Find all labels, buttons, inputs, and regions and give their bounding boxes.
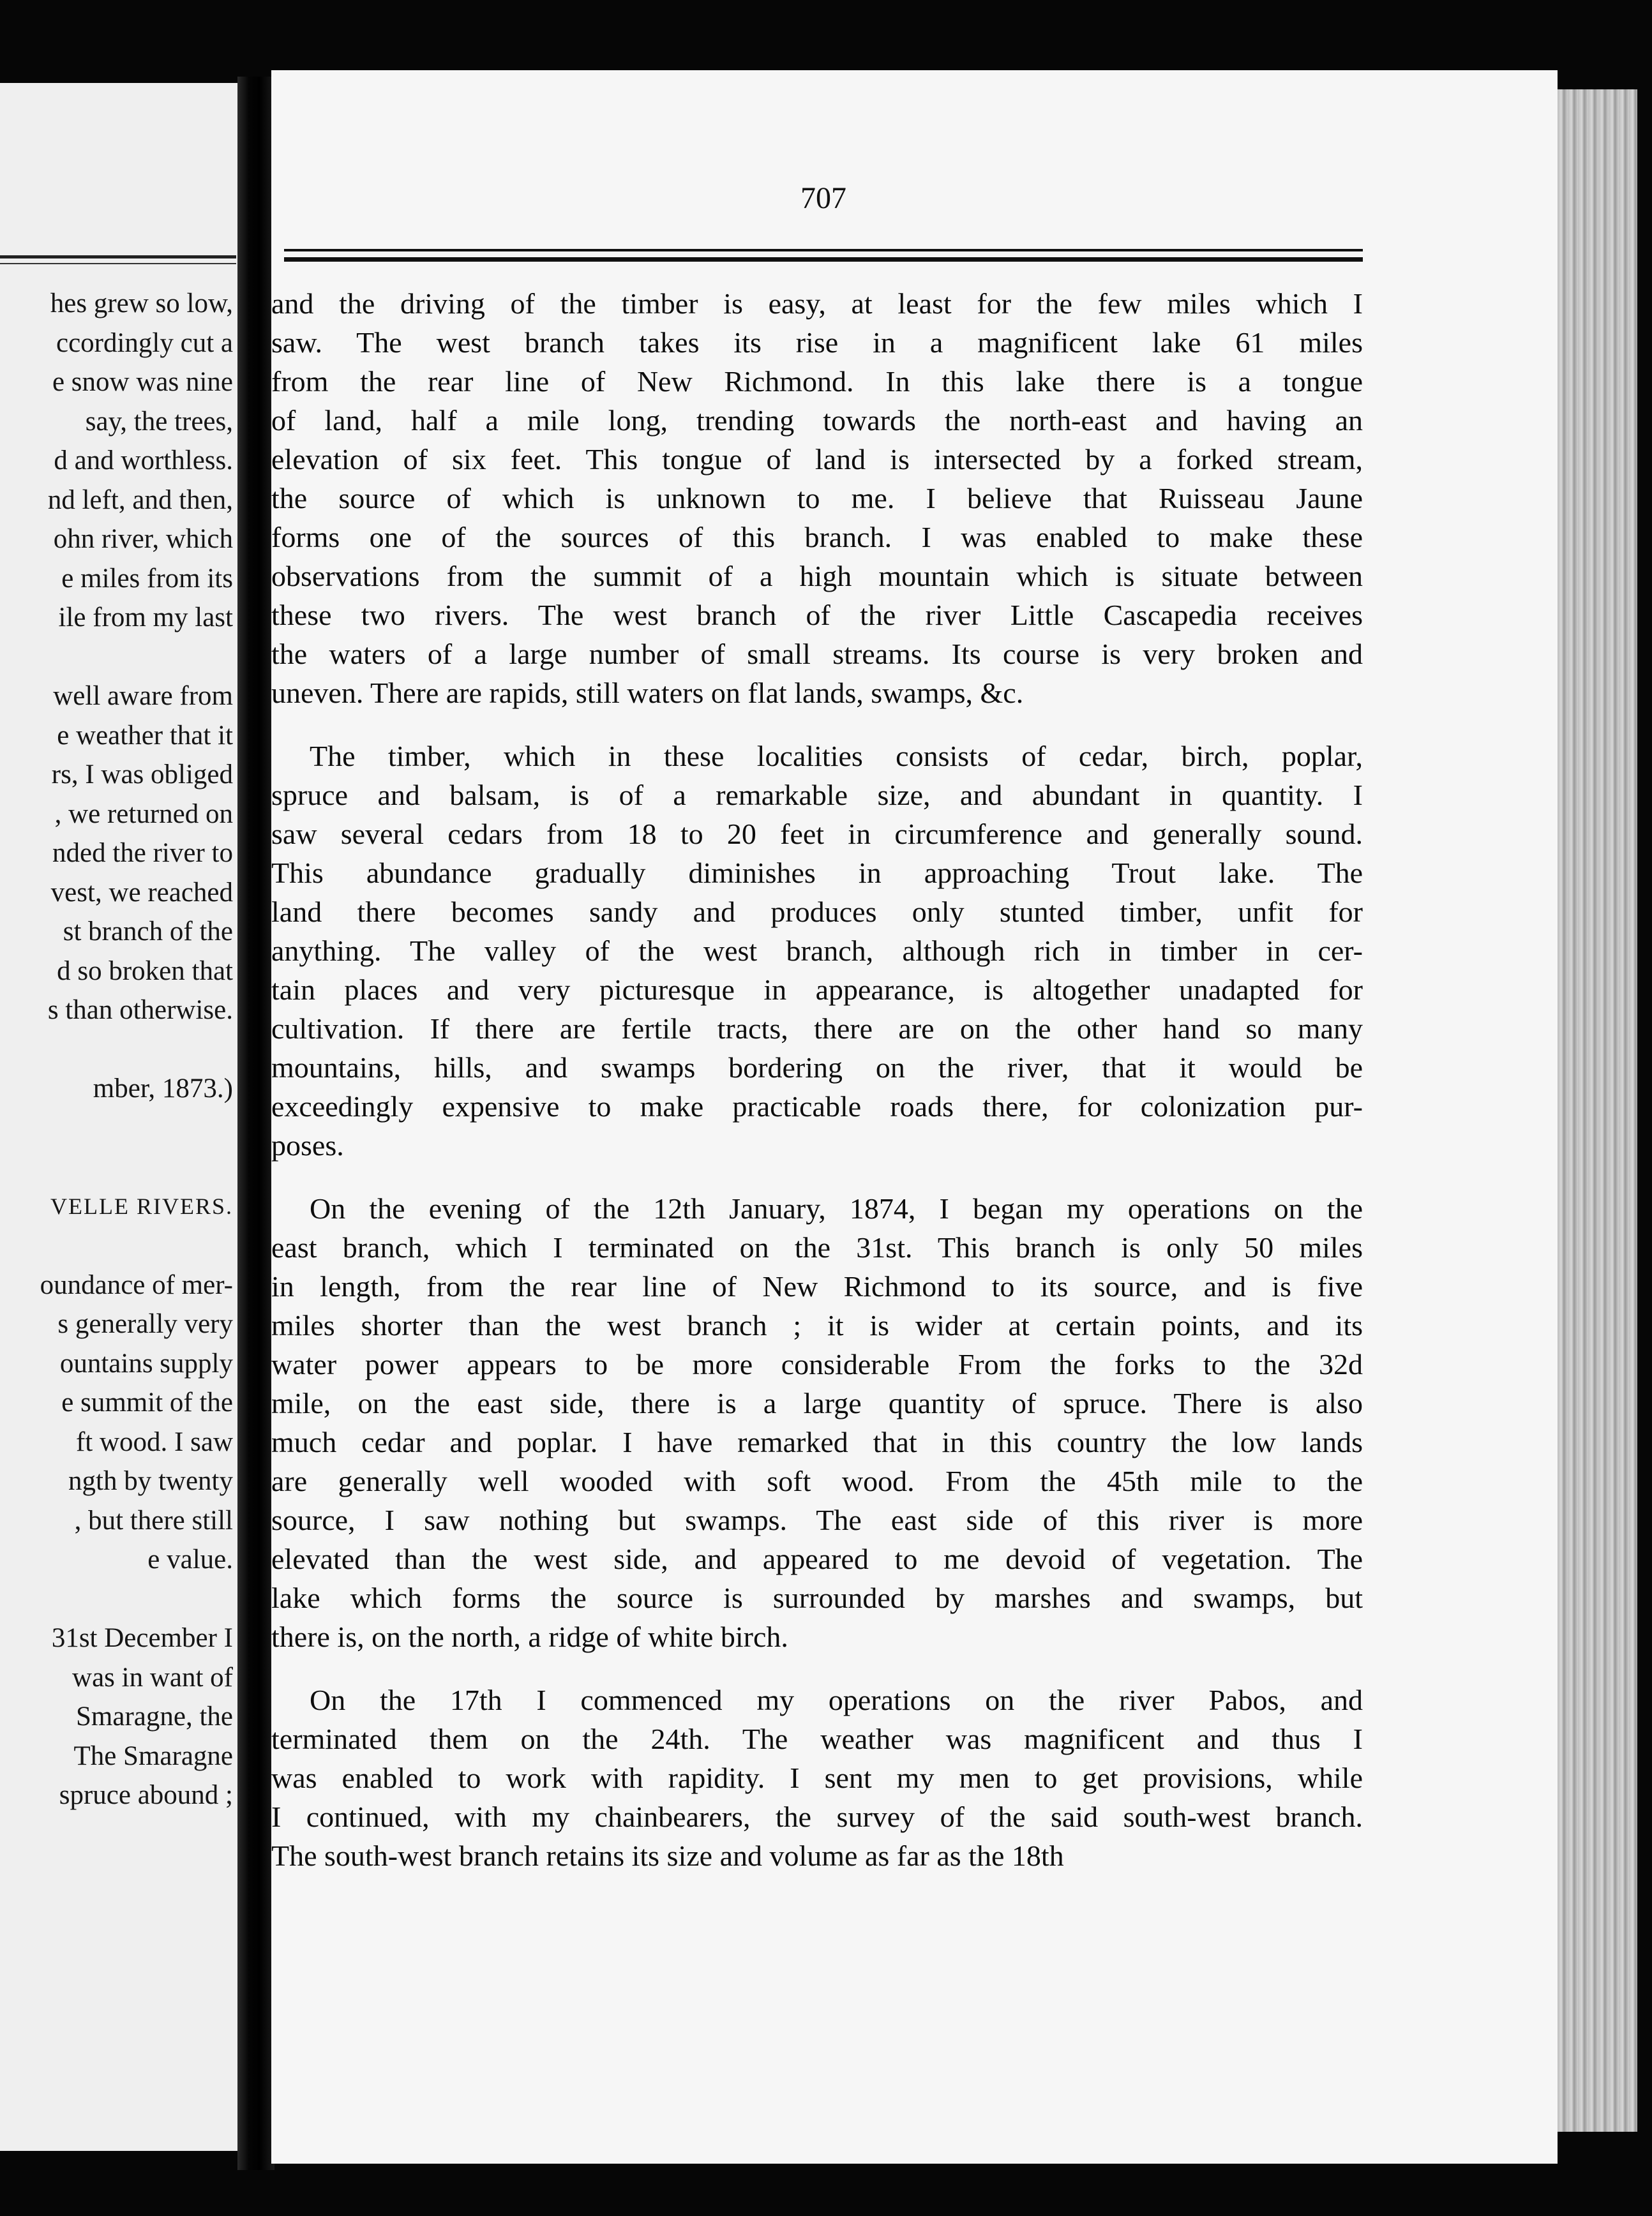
left-header-rule-thin — [0, 263, 236, 264]
text-line: terminated them on the 24th. The weather was magnificent and thus I — [271, 1723, 1363, 1755]
left-header-rule — [0, 255, 236, 258]
text-line: anything. The valley of the west branch, although rich in timber in cer- — [271, 934, 1363, 967]
text-line: from the rear line of New Richmond. In this lake there is a tongue — [271, 365, 1363, 398]
left-page-line: VELLE RIVERS. — [50, 1193, 233, 1219]
paragraph-gap — [271, 1656, 1363, 1681]
left-page-line: s than otherwise. — [47, 995, 233, 1025]
left-page-line: The Smaragne — [73, 1741, 233, 1771]
left-page — [0, 83, 246, 2151]
left-page-line — [0, 638, 233, 677]
left-page-line: d and worthless. — [54, 445, 233, 475]
text-line: observations from the summit of a high mountain which is situate between — [271, 560, 1363, 592]
text-line: The south-west branch retains its size and volume as far as the 18th — [271, 1839, 1064, 1872]
text-line: spruce and balsam, is of a remarkable size, and abundant in quantity. I — [271, 779, 1363, 811]
left-page-line — [0, 1030, 233, 1070]
text-line: was enabled to work with rapidity. I sent my men to get provisions, while — [271, 1762, 1363, 1794]
paragraph — [271, 284, 1363, 712]
left-page-line: 31st December I — [51, 1623, 233, 1653]
text-line: I continued, with my chainbearers, the survey of the said south-west branch. — [271, 1800, 1363, 1833]
text-line: exceedingly expensive to make practicable roads there, for colonization pur- — [271, 1090, 1363, 1123]
text-line: tain places and very picturesque in appearance, is altogether unadapted for — [271, 973, 1363, 1006]
header-rule-thin — [284, 249, 1363, 251]
text-line: On the 17th I commenced my operations on the river Pabos, and — [310, 1684, 1363, 1716]
left-page-line: hes grew so low, — [50, 288, 233, 318]
left-page-line — [0, 1226, 233, 1266]
left-page-line: nd left, and then, — [47, 484, 233, 515]
text-line: there is, on the north, a ridge of white birch. — [271, 1621, 788, 1653]
left-page-line: d so broken that — [57, 955, 233, 986]
paragraph-gap — [271, 712, 1363, 737]
left-page-line: , but there still — [74, 1505, 233, 1536]
page-number: 707 — [800, 181, 846, 215]
header-rule-thick — [284, 257, 1363, 262]
text-line: uneven. There are rapids, still waters on flat lands, swamps, &c. — [271, 677, 1024, 709]
left-page-line: ngth by twenty — [68, 1466, 233, 1496]
text-line: forms one of the sources of this branch. I was enabled to make these — [271, 521, 1363, 553]
paragraph — [271, 737, 1363, 1165]
text-line: water power appears to be more considerable From the forks to the 32d — [271, 1348, 1363, 1381]
text-line: saw several cedars from 18 to 20 feet in circumference and generally sound. — [271, 818, 1363, 850]
page-edges — [1558, 89, 1637, 2132]
left-page-line — [0, 1148, 233, 1187]
left-page-line: vest, we reached — [50, 877, 233, 908]
text-line: cultivation. If there are fertile tracts, there are on the other hand so many — [271, 1012, 1363, 1045]
left-page-line: s generally very — [57, 1309, 233, 1339]
paragraph-gap — [271, 1165, 1363, 1189]
left-page-line: say, the trees, — [85, 406, 233, 437]
left-page-line: e weather that it — [57, 720, 233, 751]
book-gutter — [237, 77, 274, 2170]
text-line: much cedar and poplar. I have remarked that in this country the low lands — [271, 1426, 1363, 1458]
left-page-line: ohn river, which — [53, 524, 233, 554]
text-line: the source of which is unknown to me. I believe that Ruisseau Jaune — [271, 482, 1363, 514]
text-line: This abundance gradually diminishes in approaching Trout lake. The — [271, 857, 1363, 889]
text-line: east branch, which I terminated on the 31st. This branch is only 50 miles — [271, 1231, 1363, 1264]
paragraph — [271, 1189, 1363, 1656]
left-page-line — [0, 1580, 233, 1619]
left-page-text — [0, 284, 233, 1815]
main-text-column — [271, 284, 1363, 1875]
left-page-line: nded the river to — [52, 838, 233, 868]
left-page-line: oundance of mer- — [40, 1269, 233, 1300]
text-line: the waters of a large number of small streams. Its course is very broken and — [271, 638, 1363, 670]
left-page-line: e miles from its — [61, 563, 233, 594]
left-page-line: Smaragne, the — [76, 1702, 233, 1732]
left-page-line — [0, 1109, 233, 1148]
left-page-line: mber, 1873.) — [93, 1074, 233, 1104]
text-line: On the evening of the 12th January, 1874, I began my operations on the — [310, 1192, 1363, 1225]
left-page-line: ft wood. I saw — [75, 1426, 233, 1457]
text-line: elevated than the west side, and appeared to me devoid of vegetation. The — [271, 1543, 1363, 1575]
left-page-line: ountains supply — [59, 1348, 233, 1379]
text-line: lake which forms the source is surrounded by marshes and swamps, but — [271, 1582, 1363, 1614]
text-line: poses. — [271, 1129, 344, 1162]
left-page-line: ile from my last — [58, 603, 233, 633]
left-page-line: was in want of — [72, 1662, 233, 1693]
left-page-line: e summit of the — [61, 1388, 233, 1418]
text-line: of land, half a mile long, trending towards the north-east and having an — [271, 404, 1363, 437]
left-page-line: well aware from — [53, 681, 233, 711]
left-page-line: spruce abound ; — [59, 1780, 233, 1810]
text-line: elevation of six feet. This tongue of land is intersected by a forked stream, — [271, 443, 1363, 475]
text-line: miles shorter than the west branch ; it is wider at certain points, and its — [271, 1309, 1363, 1342]
text-line: are generally well wooded with soft wood. From the 45th mile to the — [271, 1465, 1363, 1497]
text-line: The timber, which in these localities consists of cedar, birch, poplar, — [310, 740, 1363, 772]
text-line: and the driving of the timber is easy, at least for the few miles which I — [271, 287, 1363, 320]
left-page-line: , we returned on — [54, 798, 233, 829]
text-line: source, I saw nothing but swamps. The east side of this river is more — [271, 1504, 1363, 1536]
left-page-line: rs, I was obliged — [51, 760, 233, 790]
text-line: mountains, hills, and swamps bordering on the river, that it would be — [271, 1051, 1363, 1084]
text-line: mile, on the east side, there is a large quantity of spruce. There is also — [271, 1387, 1363, 1419]
left-page-line: e value. — [147, 1545, 233, 1575]
left-page-line: e snow was nine — [52, 367, 233, 397]
text-line: in length, from the rear line of New Richmond to its source, and is five — [271, 1270, 1363, 1303]
left-page-line: st branch of the — [63, 917, 233, 947]
text-line: these two rivers. The west branch of the river Little Cascapedia receives — [271, 599, 1363, 631]
left-page-line: ccordingly cut a — [56, 327, 233, 358]
text-line: saw. The west branch takes its rise in a magnificent lake 61 miles — [271, 326, 1363, 359]
text-line: land there becomes sandy and produces only stunted timber, unfit for — [271, 895, 1363, 928]
paragraph — [271, 1681, 1363, 1875]
